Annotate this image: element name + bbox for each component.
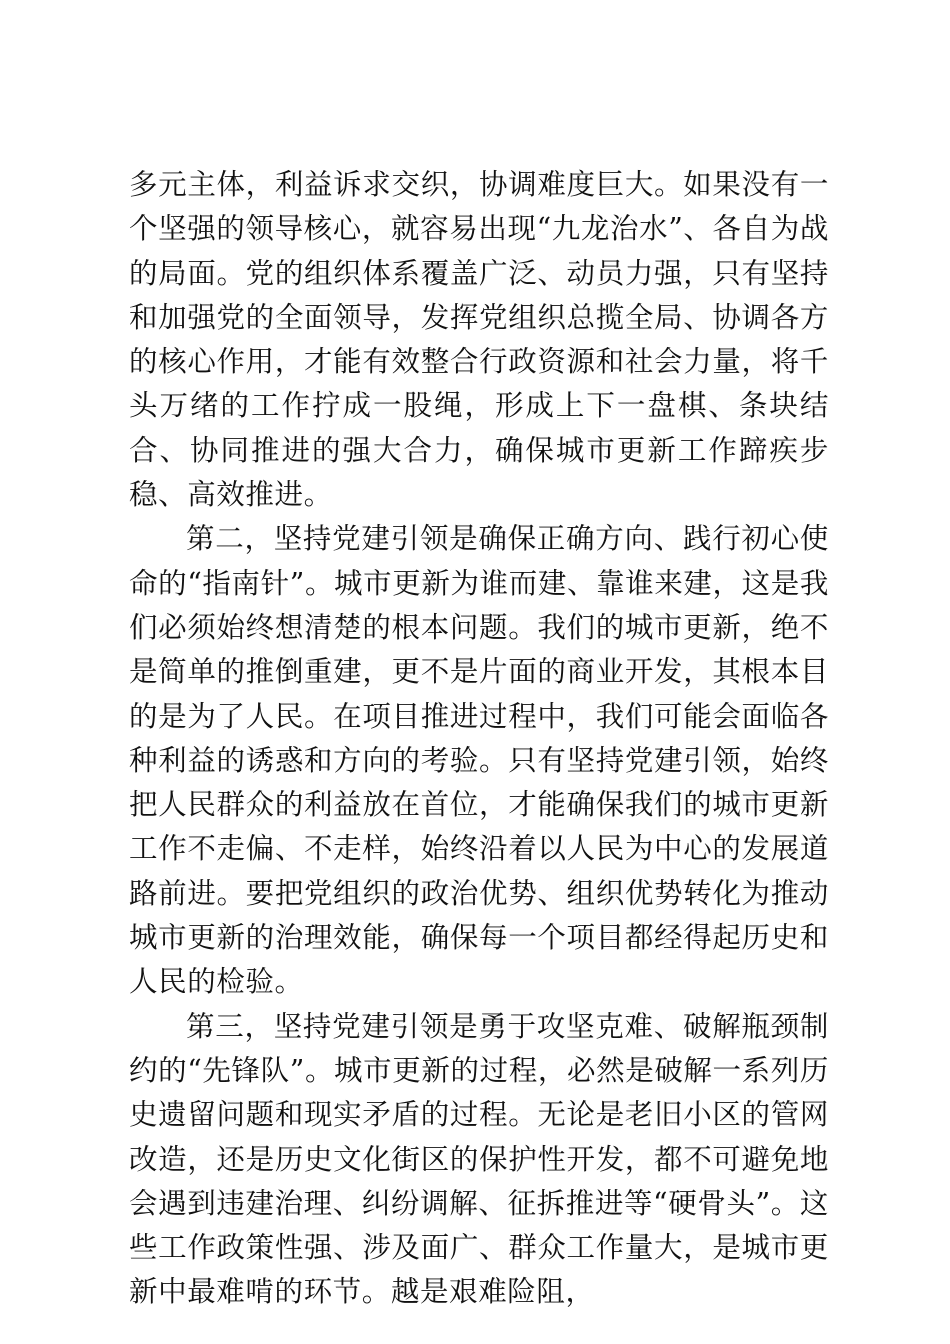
- paragraph-continued: 多元主体，利益诉求交织，协调难度巨大。如果没有一个坚强的领导核心，就容易出现“九龙治水”、各自为战的局面。党的组织体系覆盖广泛、动员力强，只有坚持和加强党的全面领导，发挥党组织总揽全局、协调各方的核心作用，才能有效整合行政资源和社会力量，将千头万绪的工作拧成一股绳，形成上下一盘棋、条块结合、协同推进的强大合力，确保城市更新工作蹄疾步稳、高效推进。: [129, 168, 829, 512]
- paragraph-second-point: 第二，坚持党建引领是确保正确方向、践行初心使命的“指南针”。城市更新为谁而建、靠谁来建，这是我们必须始终想清楚的根本问题。我们的城市更新，绝不是简单的推倒重建，更不是片面的商业开发，其根本目的是为了人民。在项目推进过程中，我们可能会面临各种利益的诱惑和方向的考验。只有坚持党建引领，始终把人民群众的利益放在首位，才能确保我们的城市更新工作不走偏、不走样，始终沿着以人民为中心的发展道路前进。要把党组织的政治优势、组织优势转化为推动城市更新的治理效能，确保每一个项目都经得起历史和人民的检验。: [129, 522, 829, 999]
- paragraph-third-point: 第三，坚持党建引领是勇于攻坚克难、破解瓶颈制约的“先锋队”。城市更新的过程，必然是破解一系列历史遗留问题和现实矛盾的过程。无论是老旧小区的管网改造，还是历史文化街区的保护性开发，都不可避免地会遇到违建治理、纠纷调解、征拆推进等“硬骨头”。这些工作政策性强、涉及面广、群众工作量大，是城市更新中最难啃的环节。越是艰难险阻，: [129, 1009, 829, 1309]
- document-body: [129, 163, 829, 1315]
